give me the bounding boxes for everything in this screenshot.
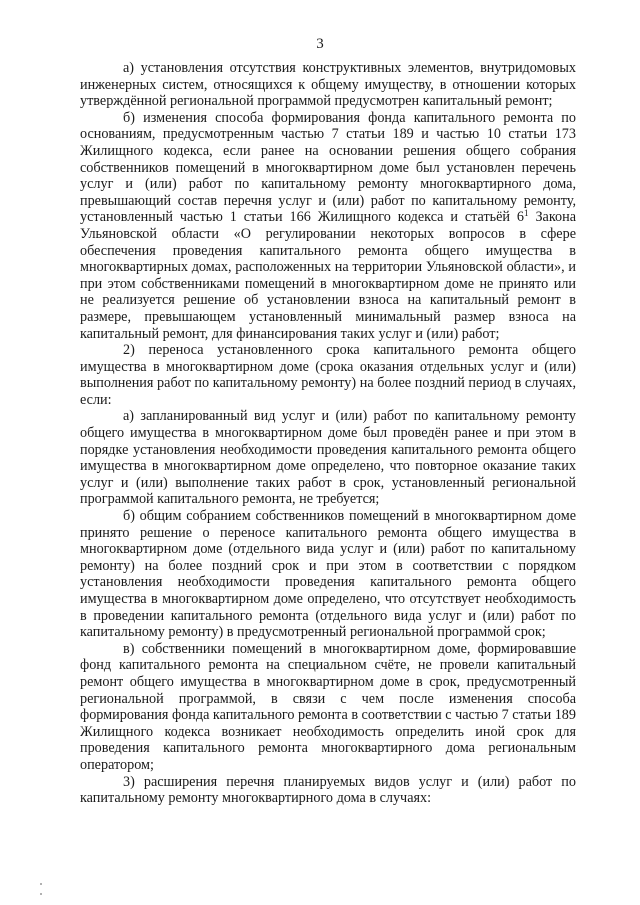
page-number: 3 bbox=[316, 36, 324, 52]
paragraph-2b: б) общим собранием собственников помещений в многоквартирном доме принято решение о переносе капитального ремонта общего имущества в многоквартирном доме (отдельного вида услуг и (или) работ по капитальному ремонту) на более поздний срок и при этом в соответствии с порядком установления необходимости проведения капитального ремонта общего имущества в многоквартирном доме определено, что отсутствует необходимость в проведении капитального ремонта (отдельного вида услуг и (или) работ по капитальному ремонту) в предусмотренный региональной программой срок; bbox=[80, 508, 576, 641]
scan-artifact-dot bbox=[40, 893, 42, 895]
footnote-superscript: 1 bbox=[524, 208, 529, 219]
paragraph-1a: а) установления отсутствия конструктивных элементов, внутридомовых инженерных систем, относящихся к общему имуществу, в отношении которых утверждённой региональной программой предусмотрен капитальный ремонт; bbox=[80, 60, 576, 110]
paragraph-2a: а) запланированный вид услуг и (или) работ по капитальному ремонту общего имущества в многоквартирном доме был проведён ранее и при этом в порядке установления необходимости проведения капитального ремонта общего имущества в многоквартирном доме определено, что повторное оказание таких услуг и (или) выполнение таких работ в срок, установленный региональной программой капитального ремонта, не требуется; bbox=[80, 408, 576, 508]
paragraph-1b bbox=[80, 110, 576, 342]
paragraph-3: 3) расширения перечня планируемых видов услуг и (или) работ по капитальному ремонту многоквартирного дома в случаях: bbox=[80, 773, 576, 807]
paragraph-1b-continuation: Закона Ульяновской области «О регулировании некоторых вопросов в сфере обеспечения проведения капитального ремонта общего имущества в многоквартирных домах, расположенных на территории Ульяновской области», и при этом собственниками помещений в многоквартирном доме не принято или не реализуется решение об установлении взноса на капитальный ремонт в размере, превышающем установленный минимальный размер взноса на капитальный ремонт, для финансирования таких услуг и (или) работ; bbox=[80, 209, 576, 342]
paragraph-2: 2) переноса установленного срока капитального ремонта общего имущества в многоквартирном доме (срока оказания отдельных услуг и (или) выполнения работ по капитальному ремонту) на более поздний период в случаях, если: bbox=[80, 342, 576, 408]
paragraph-1b-text: б) изменения способа формирования фонда капитального ремонта по основаниям, предусмотренным частью 7 статьи 189 и частью 10 статьи 173 Жилищного кодекса, если ранее на основании решения общего собрания собственников помещений в многоквартирном доме был установлен перечень услуг и (или) работ по капитальному ремонту многоквартирного дома, превышающий состав перечня услуг и (или) работ по капитальному ремонту, установленный частью 1 статьи 166 Жилищного кодекса и статьёй 6 bbox=[80, 109, 576, 226]
paragraph-2c: в) собственники помещений в многоквартирном доме, формировавшие фонд капитального ремонта на специальном счёте, не провели капитальный ремонт общего имущества в многоквартирном доме в срок, предусмотренный региональной программой, в связи с чем после изменения способа формирования фонда капитального ремонта в соответствии с частью 7 статьи 189 Жилищного кодекса возникает необходимость определить иной срок для проведения капитального ремонта многоквартирного дома региональным оператором; bbox=[80, 640, 576, 773]
scan-artifact-dot bbox=[40, 883, 42, 885]
document-body bbox=[80, 60, 576, 807]
